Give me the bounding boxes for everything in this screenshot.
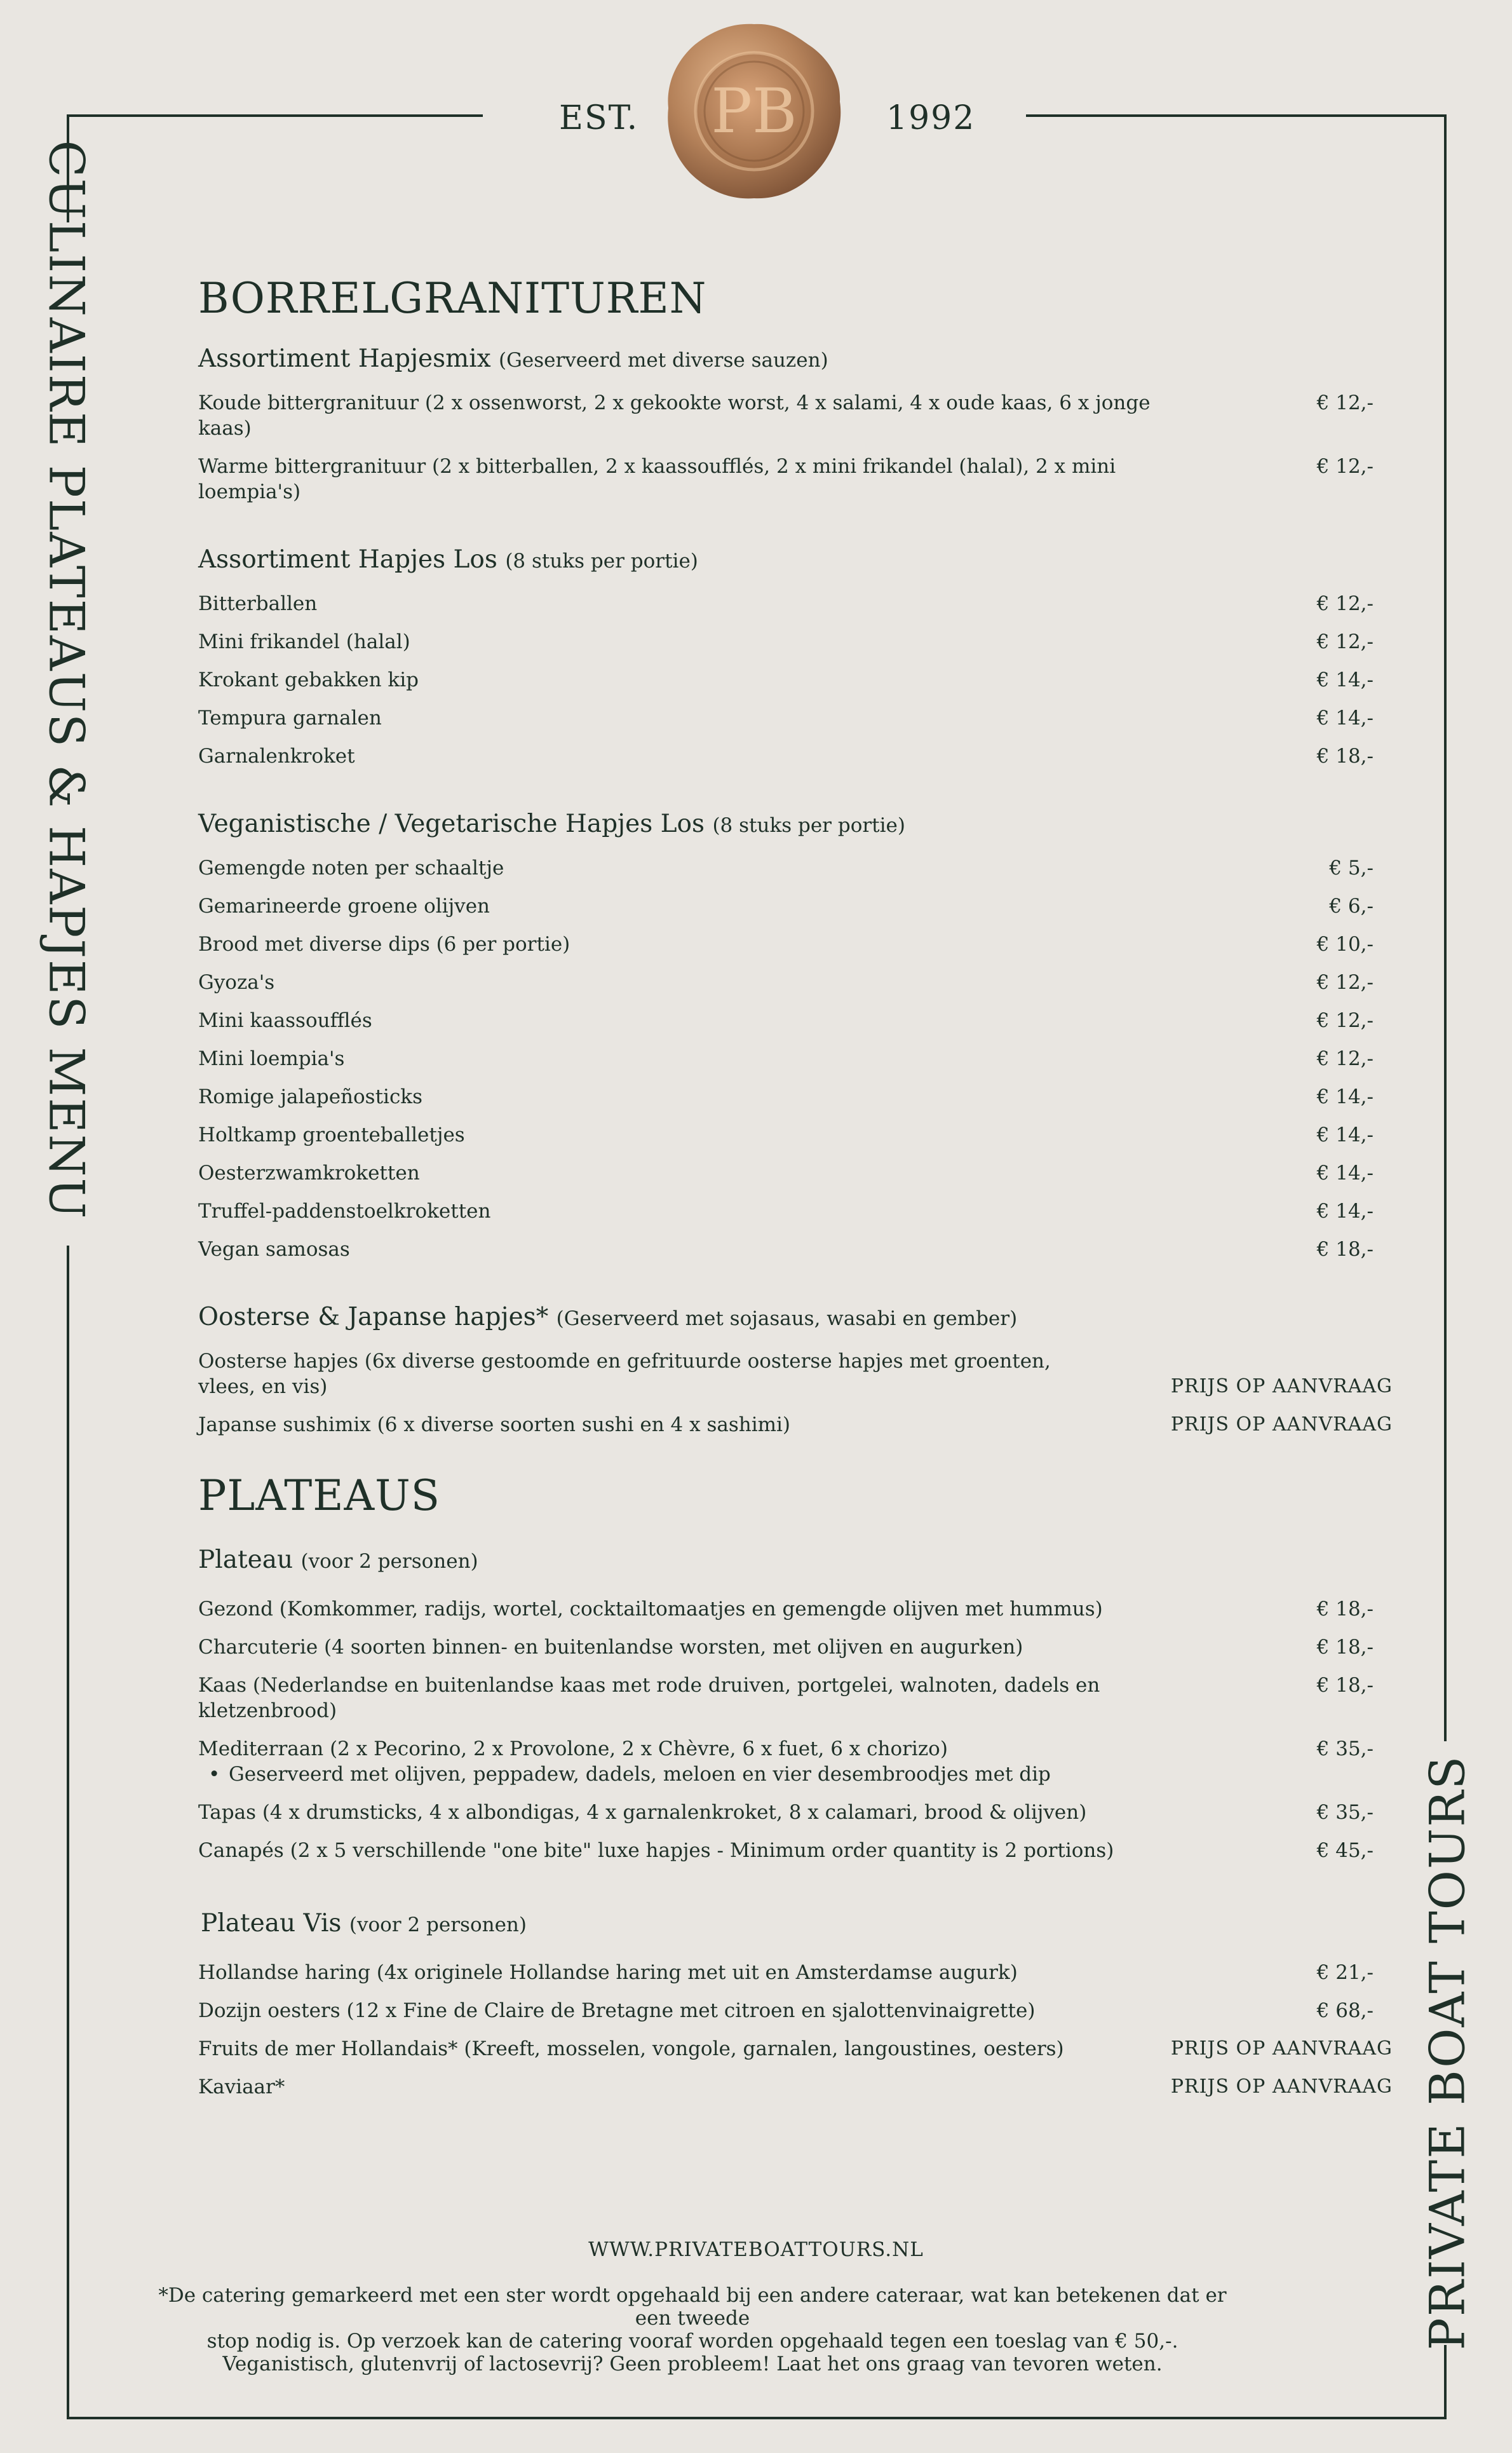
group-title: Oosterse & Japanse hapjes* (Geserveerd met sojasaus, wasabi en gember) — [198, 1303, 1018, 1331]
menu-item: Gezond (Komkommer, radijs, wortel, cocktailtomaatjes en gemengde olijven met hummus) € 18,- — [198, 1598, 1374, 1621]
footnote-line: Veganistisch, glutenvrij of lactosevrij? Geen probleem! Laat het ons graag van tevoren weten. — [222, 2353, 1163, 2375]
frame-right-upper-line — [1444, 114, 1447, 1741]
website-link[interactable]: WWW.PRIVATEBOATTOURS.NL — [588, 2238, 924, 2261]
footnote-line: *De catering gemarkeerd met een ster wordt opgehaald bij een andere cateraar, wat kan betekenen dat er een tweede — [158, 2284, 1227, 2330]
footnote-line: stop nodig is. Op verzoek kan de catering vooraf worden opgehaald tegen een toeslag van € 50,-. — [206, 2330, 1178, 2353]
footnote — [140, 2284, 1245, 2375]
frame-right-lower-line — [1444, 2345, 1447, 2419]
group-title: Plateau (voor 2 personen) — [198, 1546, 478, 1574]
menu-item: Mini kaassoufflés € 12,- — [198, 1009, 1374, 1032]
menu-item-bullet: • Geserveerd met olijven, peppadew, dadels, meloen en vier desembroodjes met dip — [198, 1762, 1393, 1787]
menu-item: Tempura garnalen € 14,- — [198, 707, 1374, 730]
menu-item: Holtkamp groenteballetjes € 14,- — [198, 1124, 1374, 1146]
menu-item: Romige jalapeñosticks € 14,- — [198, 1085, 1374, 1108]
frame-top-left-line — [67, 114, 483, 117]
menu-item: Hollandse haring (4x originele Hollandse haring met uit en Amsterdamse augurk) € 21,- — [198, 1961, 1374, 1984]
menu-item: Oosterse hapjes (6x diverse gestoomde en gefrituurde oosterse hapjes met groenten, vlees, en vis) PRIJS OP AANVRAAG — [198, 1350, 1393, 1398]
menu-item: Dozijn oesters (12 x Fine de Claire de Bretagne met citroen en sjalottenvinaigrette) € 68,- — [198, 1999, 1374, 2022]
menu-item: Gemarineerde groene olijven € 6,- — [198, 895, 1374, 918]
group-title: Assortiment Hapjes Los (8 stuks per portie) — [198, 545, 698, 574]
menu-item: Mediterraan (2 x Pecorino, 2 x Provolone, 2 x Chèvre, 6 x fuet, 6 x chorizo) • Geserveerd met olijven, peppadew, dadels, meloen en vier desembroodjes met dip € 35,- — [198, 1736, 1393, 1787]
menu-item: Mini loempia's € 12,- — [198, 1047, 1374, 1070]
group-title: Veganistische / Vegetarische Hapjes Los (8 stuks per portie) — [198, 810, 905, 838]
menu-item: Koude bittergranituur (2 x ossenworst, 2 x gekookte worst, 4 x salami, 4 x oude kaas, 6 x jonge kaas) € 12,- — [198, 391, 1374, 440]
section-title: PLATEAUS — [198, 1471, 440, 1520]
menu-item: Tapas (4 x drumsticks, 4 x albondigas, 4 x garnalenkroket, 8 x calamari, brood & olijven) € 35,- — [198, 1801, 1374, 1824]
menu-item: Krokant gebakken kip € 14,- — [198, 669, 1374, 691]
menu-item: Brood met diverse dips (6 per portie) € 10,- — [198, 933, 1374, 956]
menu-item: Canapés (2 x 5 verschillende "one bite" luxe hapjes - Minimum order quantity is 2 portions) € 45,- — [198, 1839, 1374, 1862]
seal-monogram: PB — [711, 76, 797, 147]
menu-item: Garnalenkroket € 18,- — [198, 745, 1374, 768]
menu-item: Truffel-paddenstoelkroketten € 14,- — [198, 1200, 1374, 1223]
menu-item: Japanse sushimix (6 x diverse soorten sushi en 4 x sashimi) PRIJS OP AANVRAAG — [198, 1413, 1393, 1436]
group-title: Assortiment Hapjesmix (Geserveerd met diverse sauzen) — [198, 344, 828, 373]
wax-seal-logo — [662, 19, 846, 203]
menu-item: Kaviaar* PRIJS OP AANVRAAG — [198, 2076, 1393, 2098]
menu-item: Gemengde noten per schaaltje € 5,- — [198, 857, 1374, 880]
menu-item: Kaas (Nederlandse en buitenlandse kaas met rode druiven, portgelei, walnoten, dadels en kletzenbrood) € 18,- — [198, 1674, 1374, 1722]
group-title: Plateau Vis (voor 2 personen) — [201, 1909, 527, 1938]
side-title-left: CULINAIRE PLATEAUS & HAPJES MENU — [38, 140, 95, 1220]
established-label: EST. — [559, 99, 639, 137]
menu-item: Charcuterie (4 soorten binnen- en buitenlandse worsten, met olijven en augurken) € 18,- — [198, 1636, 1374, 1659]
menu-item: Oesterzwamkroketten € 14,- — [198, 1162, 1374, 1185]
menu-item: Fruits de mer Hollandais* (Kreeft, mosselen, vongole, garnalen, langoustines, oesters) PRIJS OP AANVRAAG — [198, 2037, 1393, 2060]
frame-top-right-line — [1026, 114, 1447, 117]
menu-item: Warme bittergranituur (2 x bitterballen, 2 x kaassoufflés, 2 x mini frikandel (halal), 2 x mini loempia's) € 12,- — [198, 455, 1374, 503]
section-title: BORRELGRANITUREN — [198, 274, 707, 323]
menu-item: Gyoza's € 12,- — [198, 971, 1374, 994]
frame-bottom-line — [67, 2417, 1447, 2419]
menu-item: Mini frikandel (halal) € 12,- — [198, 630, 1374, 653]
menu-content — [198, 273, 1393, 2100]
menu-item: Vegan samosas € 18,- — [198, 1238, 1374, 1261]
menu-item: Bitterballen € 12,- — [198, 592, 1374, 615]
side-title-right: PRIVATE BOAT TOURS — [1419, 1755, 1476, 2351]
established-year: 1992 — [886, 99, 976, 137]
